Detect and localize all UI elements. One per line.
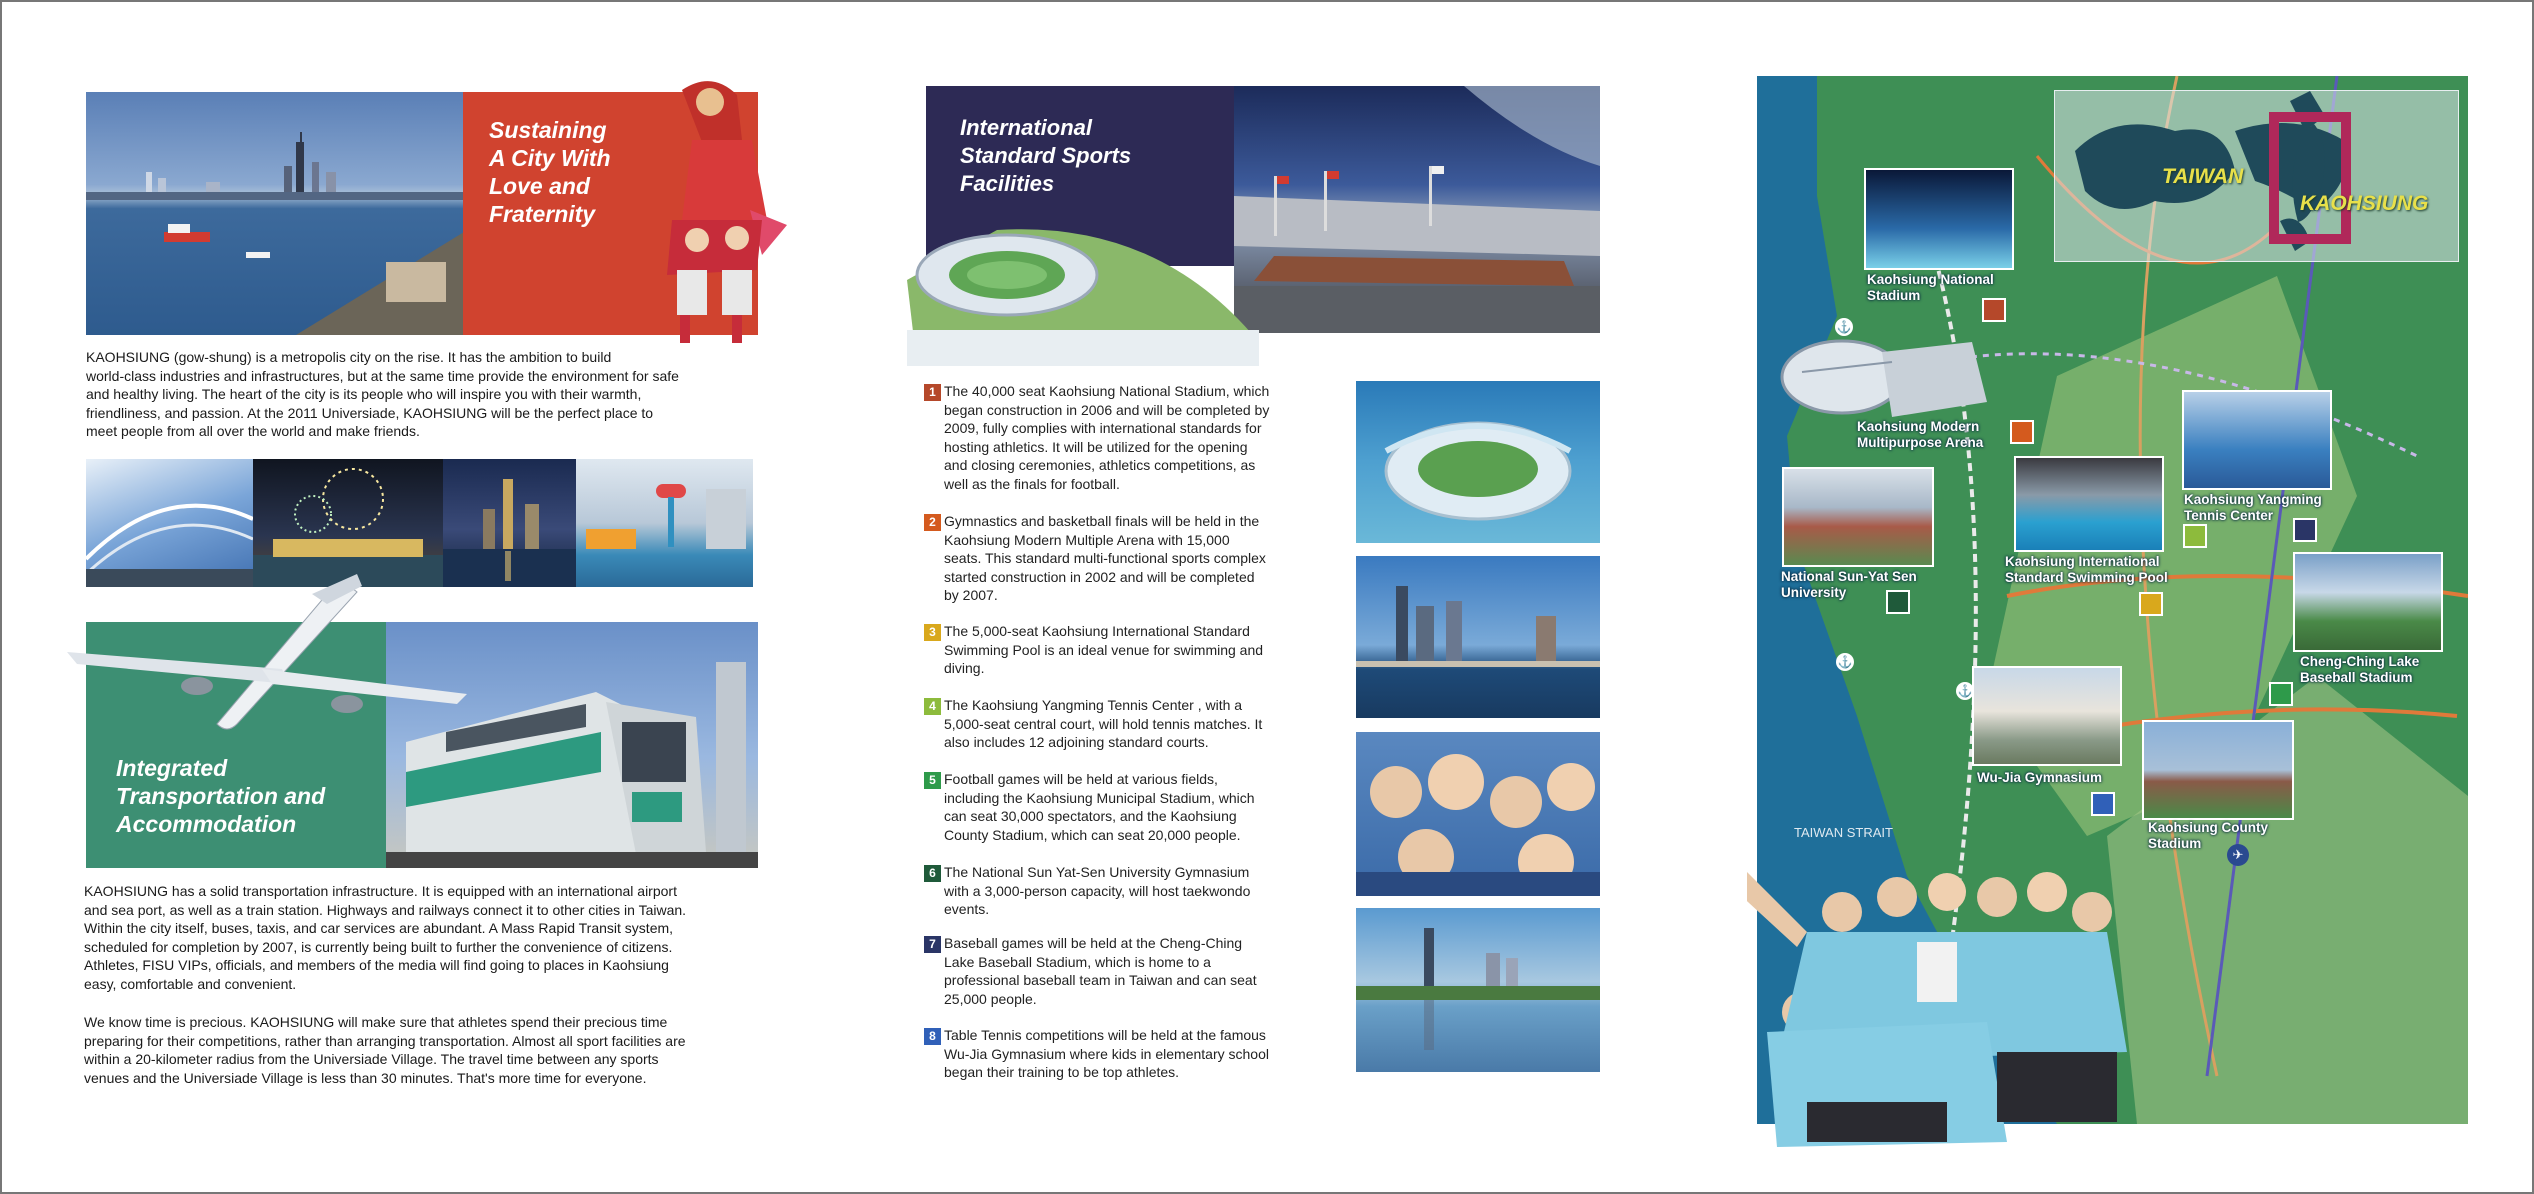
inset-taiwan-label: TAIWAN [2162,165,2244,188]
facility-item-1 [924,382,1314,493]
facility-text-8: Table Tennis competitions will be held at the famous Wu-Jia Gymnasium where kids in elementary school began their training to be top athletes. [944,1027,1269,1080]
map-marker-3 [2139,592,2163,616]
facility-number-2: 2 [924,514,941,531]
tennis-center-thumb [2182,390,2332,490]
map-marker-1 [1982,298,2006,322]
facility-number-4: 4 [924,698,941,715]
national-stadium-thumb [1864,168,2014,270]
facility-text-3: The 5,000-seat Kaohsiung International Standard Swimming Pool is an ideal venue for swimming and diving. [944,623,1264,676]
stadium-model-photo [1356,381,1600,543]
canal-reflection-photo [1356,908,1600,1072]
modern-arena-label: Kaohsiung Modern Multipurpose Arena [1857,419,1984,450]
cheng-ching-thumb [2293,552,2443,652]
facility-item-4 [924,696,1314,752]
volleyball-team-photo [1747,852,2147,1152]
facility-text-7: Baseball games will be held at the Cheng-Ching Lake Baseball Stadium, which is home to a professional baseball team in Taiwan and can seat 25,000 people. [944,935,1257,1007]
world-map-inset [2054,90,2459,262]
national-stadium-label: Kaohsiung National Stadium [1867,272,1994,303]
facility-text-5: Football games will be held at various fields, including the Kaohsiung Municipal Stadium, which can seat 30,000 spectators, and the Kaohsiung County Stadium, which can seat 20,000 people. [944,771,1255,843]
stadium-aerial-rendering [907,220,1259,366]
facility-number-8: 8 [924,1028,941,1045]
map-marker-2 [2010,420,2034,444]
county-stadium-label: Kaohsiung County Stadium [2148,820,2268,851]
county-stadium-thumb [2142,720,2294,820]
facility-item-3 [924,622,1314,678]
airplane-image [57,574,477,744]
facility-item-6 [924,863,1314,919]
cheering-athletes-photo [1356,732,1600,896]
night-skyline-photo [443,459,576,587]
stadium-roof-photo [86,459,253,587]
facility-item-7 [924,934,1314,1008]
map-marker-4 [2183,524,2207,548]
wu-jia-thumb [1972,666,2122,766]
facility-number-6: 6 [924,865,941,882]
facility-number-5: 5 [924,772,941,789]
facility-item-5 [924,770,1314,844]
lion-dance-performers-image [642,70,792,345]
map-marker-7 [2293,518,2317,542]
facility-text-2: Gymnastics and basketball finals will be held in the Kaohsiung Modern Multiple Arena with 15,000 seats. This standard multi-functional sports complex started construction in 2002 and will be completed by 2007. [944,513,1266,603]
sun-yat-sen-label: National Sun-Yat Sen University [1781,569,1917,600]
port-icon: ⚓ [1957,684,1973,698]
facility-text-6: The National Sun Yat-Sen University Gymnasium with a 3,000-person capacity, will host taekwondo events. [944,864,1251,917]
port-icon: ⚓ [1836,320,1852,334]
cheng-ching-label: Cheng-Ching Lake Baseball Stadium [2300,654,2420,685]
facility-number-3: 3 [924,624,941,641]
transport-title: Integrated Transportation and Accommodation [116,755,326,837]
map-marker-6 [1886,590,1910,614]
port-icon: ⚓ [1837,655,1853,669]
water-park-photo [576,459,753,587]
taiwan-strait-label: TAIWAN STRAIT [1794,825,1893,840]
facility-item-8 [924,1026,1314,1082]
swimming-pool-thumb [2014,456,2164,552]
map-marker-8 [2091,792,2115,816]
facility-text-4: The Kaohsiung Yangming Tennis Center , with a 5,000-seat central court, will hold tennis matches. It also includes 12 adjoining standard courts. [944,697,1263,750]
time-paragraph: We know time is precious. KAOHSIUNG will make sure that athletes spend their precious time preparing for their competitions, rather than arranging transportation. Almost all sport facilities are within a 20-kilometer radius from the Universiade Village. The travel time between any sports venues and the Universiade Village is less than 30 minutes. That's more time for everyone. [84,1014,686,1086]
harbor-skyline-photo [86,92,464,335]
river-skyline-photo [1356,556,1600,718]
inset-kaohsiung-label: KAOHSIUNG [2300,192,2429,215]
wu-jia-label: Wu-Jia Gymnasium [1977,770,2103,785]
airport-icon: ✈ [2227,844,2249,866]
facility-number-7: 7 [924,936,941,953]
transport-paragraph: KAOHSIUNG has a solid transportation infrastructure. It is equipped with an international airport and sea port, as well as a train station. Highways and railways connect it to other cities in Taiwan. Within the city itself, buses, taxis, and car services are abundant. A Mass Rapid Transit system, scheduled for completion by 2007, is currently being built to further the convenience of citizens. Athletes, FISU VIPs, officials, and members of the media will find going to places in Kaohsiung easy, comfortable and convenient. [84,883,687,992]
sun-yat-sen-thumb [1782,467,1934,567]
stadium-interior-photo [1234,86,1600,333]
map-marker-5 [2269,682,2293,706]
tennis-center-label: Kaohsiung Yangming Tennis Center [2184,492,2322,523]
swimming-pool-label: Kaohsiung International Standard Swimming Pool [2005,554,2168,585]
facility-text-1: The 40,000 seat Kaohsiung National Stadium, which began construction in 2006 and will be completed by 2009, fully complies with international standards for hosting athletics. It will be utilized for the opening and closing ceremonies, athletics competitions, as well as the finals for football. [944,383,1270,492]
facilities-title: International Standard Sports Facilities [960,115,1132,196]
facility-number-1: 1 [924,384,941,401]
fireworks-photo [253,459,443,587]
sustaining-title: Sustaining A City With Love and Fraternity [489,117,611,227]
facility-item-2 [924,512,1314,605]
intro-paragraph: KAOHSIUNG (gow-shung) is a metropolis city on the rise. It has the ambition to build world-class industries and infrastructures, but at the same time provide the environment for safe and healthy living. The heart of the city is its people who will inspire you with their warmth, friendliness, and passion. At the 2011 Universiade, KAOHSIUNG will be the perfect place to meet people from all over the world and make friends. [86,349,679,439]
